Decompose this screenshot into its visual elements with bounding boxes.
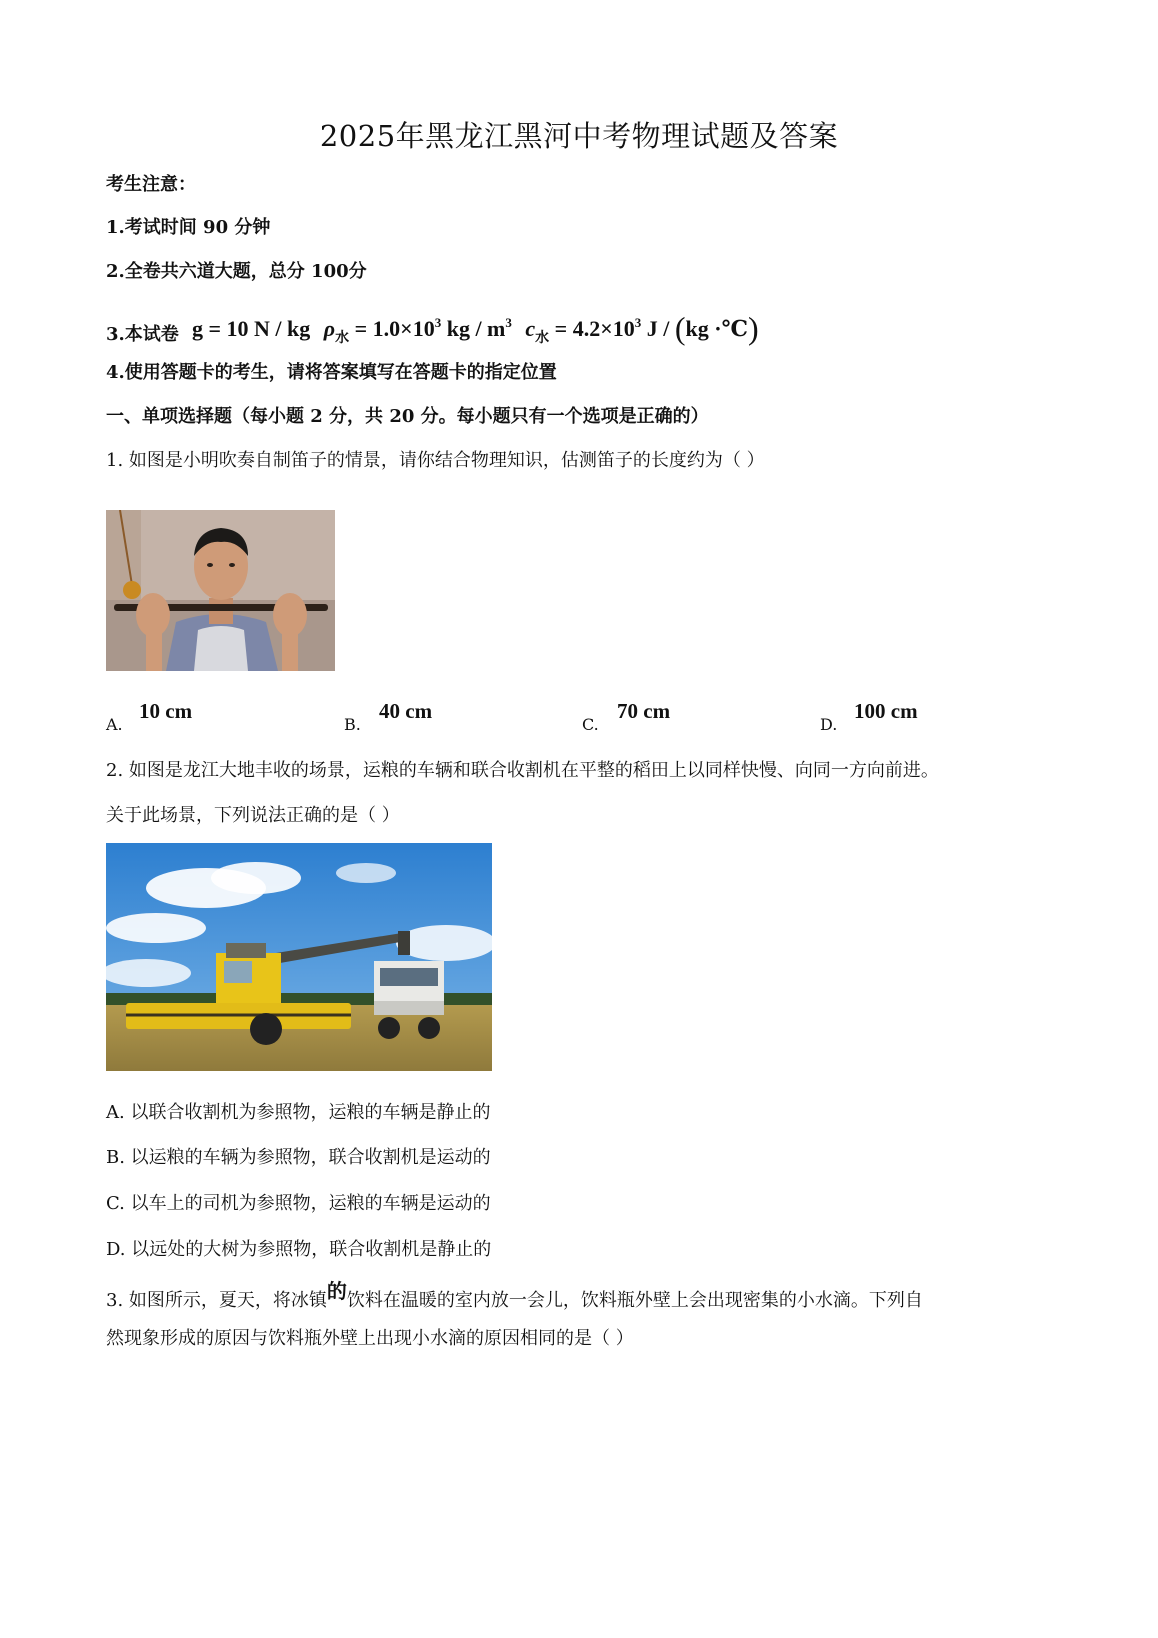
formula-paren-close: ) [747, 310, 759, 346]
q1-option-b-value: 40 cm [379, 699, 433, 723]
formula-c-exp: 3 [634, 315, 642, 330]
notice-item-4: 4.使用答题卡的考生，请将答案填写在答题卡的指定位置 [106, 362, 557, 383]
q1-option-a-letter: A. [106, 715, 123, 734]
formula-rho-sub: 水 [335, 331, 350, 346]
formula-rho-unit-exp: 3 [505, 315, 512, 330]
formula-rho-exp: 3 [434, 315, 442, 330]
notice-item-3: 3.本试卷 [106, 324, 179, 345]
formula-rho-symbol: ρ [323, 316, 336, 341]
page-title: 2025年黑龙江黑河中考物理试题及答案 [319, 119, 839, 153]
question-1-stem: 1. 如图是小明吹奏自制笛子的情景，请你结合物理知识，估测笛子的长度约为（ ） [106, 450, 765, 471]
formula-c-unit-inner: kg ·℃ [685, 316, 748, 341]
flute-player-photo [106, 510, 335, 671]
formula-paren-open: ( [674, 310, 686, 346]
formula-g: g = 10 N / kg [192, 316, 311, 341]
question-2-stem-line1: 2. 如图是龙江大地丰收的场景，运粮的车辆和联合收割机在平整的稻田上以同样快慢、向同一方向前进。 [106, 760, 939, 781]
q1-option-d-value: 100 cm [854, 699, 918, 723]
formula-c-value: = 4.2×10 [554, 316, 635, 341]
q2-option-c: C. 以车上的司机为参照物，运粮的车辆是运动的 [106, 1193, 491, 1214]
q1-option-c-letter: C. [582, 715, 599, 734]
notice-heading: 考生注意： [106, 174, 196, 195]
q3-stem-part-b: 饮料在温暖的室内放一会儿，饮料瓶外壁上会出现密集的小水滴。下列自 [346, 1290, 923, 1311]
q2-option-b: B. 以运粮的车辆为参照物，联合收割机是运动的 [106, 1147, 491, 1168]
formula-c-symbol: c [525, 316, 536, 341]
q1-option-c-value: 70 cm [617, 699, 671, 723]
formula-rho-value: = 1.0×10 [354, 316, 435, 341]
q2-option-d: D. 以远处的大树为参照物，联合收割机是静止的 [106, 1239, 492, 1260]
q3-stem-part-a: 3. 如图所示，夏天，将冰镇 [106, 1290, 327, 1311]
question-3-stem-line1 [106, 1279, 923, 1312]
notice-item-2: 2.全卷共六道大题，总分 100分 [106, 261, 367, 282]
formula-c-unit: J / [641, 316, 675, 341]
section1-heading: 一、单项选择题（每小题 2 分，共 20 分。每小题只有一个选项是正确的） [106, 406, 709, 427]
harvest-scene-photo [106, 843, 492, 1071]
formula-c-sub: 水 [535, 331, 550, 346]
formula-rho-unit: kg / m [441, 316, 506, 341]
constants-formula [192, 310, 759, 347]
q1-option-b-letter: B. [344, 715, 361, 734]
q2-option-a: A. 以联合收割机为参照物，运粮的车辆是静止的 [106, 1102, 491, 1123]
question-3-stem-line2: 然现象形成的原因与饮料瓶外壁上出现小水滴的原因相同的是（ ） [106, 1328, 634, 1349]
notice-item-1: 1.考试时间 90 分钟 [106, 217, 271, 238]
q1-option-d-letter: D. [820, 715, 838, 734]
q3-stem-raised-char: 的 [326, 1279, 347, 1303]
q1-option-a-value: 10 cm [139, 699, 193, 723]
question-2-stem-line2: 关于此场景，下列说法正确的是（ ） [106, 805, 400, 826]
